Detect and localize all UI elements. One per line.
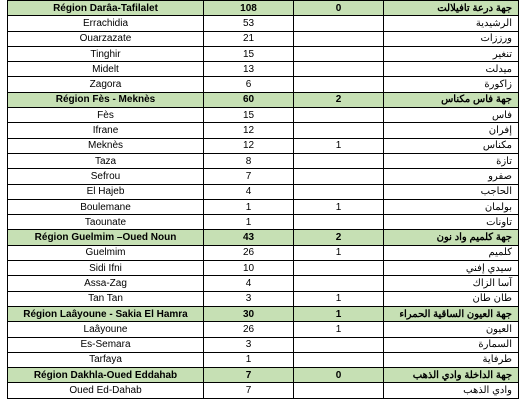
case-count-cell: 43 <box>204 230 294 245</box>
deaths-count-cell: 0 <box>294 368 384 383</box>
region-name-cell: Région Guelmim –Oued Noun <box>8 230 204 245</box>
deaths-count-cell: 0 <box>294 1 384 16</box>
deaths-count-cell <box>294 31 384 46</box>
region-row <box>8 1 519 16</box>
deaths-count-cell <box>294 108 384 123</box>
arabic-name-cell: كلميم <box>384 245 519 260</box>
arabic-name-cell: الرشيدية <box>384 16 519 31</box>
case-count-cell: 1 <box>204 352 294 367</box>
deaths-count-cell: 1 <box>294 291 384 306</box>
city-name-cell: Tarfaya <box>8 352 204 367</box>
deaths-count-cell: 1 <box>294 306 384 321</box>
city-name-cell: Errachidia <box>8 16 204 31</box>
city-row <box>8 184 519 199</box>
arabic-name-cell: تنغير <box>384 46 519 61</box>
arabic-name-cell: بولمان <box>384 199 519 214</box>
city-row <box>8 31 519 46</box>
city-name-cell: Ifrane <box>8 123 204 138</box>
city-name-cell: Fès <box>8 108 204 123</box>
city-name-cell: Tinghir <box>8 46 204 61</box>
deaths-count-cell: 1 <box>294 245 384 260</box>
arabic-name-cell: صفرو <box>384 169 519 184</box>
case-count-cell: 3 <box>204 291 294 306</box>
arabic-name-cell: وادي الذهب <box>384 383 519 398</box>
deaths-count-cell <box>294 62 384 77</box>
city-name-cell: Sefrou <box>8 169 204 184</box>
deaths-count-cell <box>294 46 384 61</box>
city-name-cell: Taounate <box>8 215 204 230</box>
case-count-cell: 1 <box>204 199 294 214</box>
arabic-name-cell: ميدلت <box>384 62 519 77</box>
arabic-name-cell: مكناس <box>384 138 519 153</box>
deaths-count-cell <box>294 169 384 184</box>
deaths-count-cell: 2 <box>294 230 384 245</box>
arabic-name-cell: طان طان <box>384 291 519 306</box>
arabic-name-cell: إفران <box>384 123 519 138</box>
arabic-name-cell: السمارة <box>384 337 519 352</box>
city-row <box>8 291 519 306</box>
city-name-cell: Tan Tan <box>8 291 204 306</box>
city-row <box>8 261 519 276</box>
case-count-cell: 15 <box>204 46 294 61</box>
case-count-cell: 30 <box>204 306 294 321</box>
arabic-name-cell: الحاجب <box>384 184 519 199</box>
case-count-cell: 108 <box>204 1 294 16</box>
city-name-cell: Es-Semara <box>8 337 204 352</box>
arabic-name-cell: جهة فاس مكناس <box>384 92 519 107</box>
deaths-count-cell: 1 <box>294 199 384 214</box>
deaths-count-cell <box>294 16 384 31</box>
arabic-name-cell: آسا الزاك <box>384 276 519 291</box>
case-count-cell: 60 <box>204 92 294 107</box>
case-count-cell: 12 <box>204 138 294 153</box>
arabic-name-cell: سيدي إفني <box>384 261 519 276</box>
deaths-count-cell <box>294 337 384 352</box>
deaths-count-cell <box>294 153 384 168</box>
city-row <box>8 77 519 92</box>
deaths-count-cell: 1 <box>294 138 384 153</box>
city-name-cell: Boulemane <box>8 199 204 214</box>
arabic-name-cell: تاونات <box>384 215 519 230</box>
deaths-count-cell <box>294 215 384 230</box>
city-row <box>8 108 519 123</box>
city-name-cell: Assa-Zag <box>8 276 204 291</box>
city-row <box>8 199 519 214</box>
city-name-cell: Guelmim <box>8 245 204 260</box>
regional-case-table <box>7 0 519 399</box>
case-count-cell: 8 <box>204 153 294 168</box>
city-row <box>8 138 519 153</box>
region-name-cell: Région Laâyoune - Sakia El Hamra <box>8 306 204 321</box>
city-name-cell: Meknès <box>8 138 204 153</box>
deaths-count-cell <box>294 383 384 398</box>
city-name-cell: Sidi Ifni <box>8 261 204 276</box>
case-count-cell: 13 <box>204 62 294 77</box>
case-count-cell: 53 <box>204 16 294 31</box>
arabic-name-cell: جهة درعة تافيلالت <box>384 1 519 16</box>
region-row <box>8 92 519 107</box>
arabic-name-cell: العيون <box>384 322 519 337</box>
regional-case-table-container <box>7 0 525 399</box>
deaths-count-cell <box>294 184 384 199</box>
city-row <box>8 16 519 31</box>
arabic-name-cell: تازة <box>384 153 519 168</box>
case-count-cell: 7 <box>204 368 294 383</box>
deaths-count-cell <box>294 261 384 276</box>
case-count-cell: 6 <box>204 77 294 92</box>
deaths-count-cell <box>294 276 384 291</box>
city-row <box>8 245 519 260</box>
city-name-cell: Oued Ed-Dahab <box>8 383 204 398</box>
case-count-cell: 10 <box>204 261 294 276</box>
city-row <box>8 383 519 398</box>
case-count-cell: 12 <box>204 123 294 138</box>
arabic-name-cell: جهة كلميم واد نون <box>384 230 519 245</box>
case-count-cell: 7 <box>204 383 294 398</box>
arabic-name-cell: ورززات <box>384 31 519 46</box>
city-name-cell: Midelt <box>8 62 204 77</box>
region-row <box>8 306 519 321</box>
case-count-cell: 4 <box>204 184 294 199</box>
region-name-cell: Région Dakhla-Oued Eddahab <box>8 368 204 383</box>
region-row <box>8 368 519 383</box>
city-row <box>8 322 519 337</box>
case-count-cell: 26 <box>204 322 294 337</box>
city-name-cell: El Hajeb <box>8 184 204 199</box>
city-row <box>8 337 519 352</box>
city-name-cell: Laâyoune <box>8 322 204 337</box>
region-row <box>8 230 519 245</box>
city-row <box>8 169 519 184</box>
deaths-count-cell: 2 <box>294 92 384 107</box>
case-count-cell: 15 <box>204 108 294 123</box>
city-name-cell: Zagora <box>8 77 204 92</box>
deaths-count-cell: 1 <box>294 322 384 337</box>
deaths-count-cell <box>294 352 384 367</box>
table-body <box>8 1 519 399</box>
city-row <box>8 352 519 367</box>
case-count-cell: 26 <box>204 245 294 260</box>
case-count-cell: 3 <box>204 337 294 352</box>
arabic-name-cell: طرفاية <box>384 352 519 367</box>
deaths-count-cell <box>294 123 384 138</box>
arabic-name-cell: فاس <box>384 108 519 123</box>
case-count-cell: 4 <box>204 276 294 291</box>
arabic-name-cell: زاكورة <box>384 77 519 92</box>
city-name-cell: Taza <box>8 153 204 168</box>
region-name-cell: Région Darâa-Tafilalet <box>8 1 204 16</box>
arabic-name-cell: جهة الداخلة وادي الذهب <box>384 368 519 383</box>
region-name-cell: Région Fès - Meknès <box>8 92 204 107</box>
city-name-cell: Ouarzazate <box>8 31 204 46</box>
case-count-cell: 21 <box>204 31 294 46</box>
arabic-name-cell: جهة العيون الساقية الحمراء <box>384 306 519 321</box>
case-count-cell: 7 <box>204 169 294 184</box>
city-row <box>8 46 519 61</box>
deaths-count-cell <box>294 77 384 92</box>
city-row <box>8 276 519 291</box>
city-row <box>8 215 519 230</box>
case-count-cell: 1 <box>204 215 294 230</box>
city-row <box>8 62 519 77</box>
city-row <box>8 153 519 168</box>
city-row <box>8 123 519 138</box>
